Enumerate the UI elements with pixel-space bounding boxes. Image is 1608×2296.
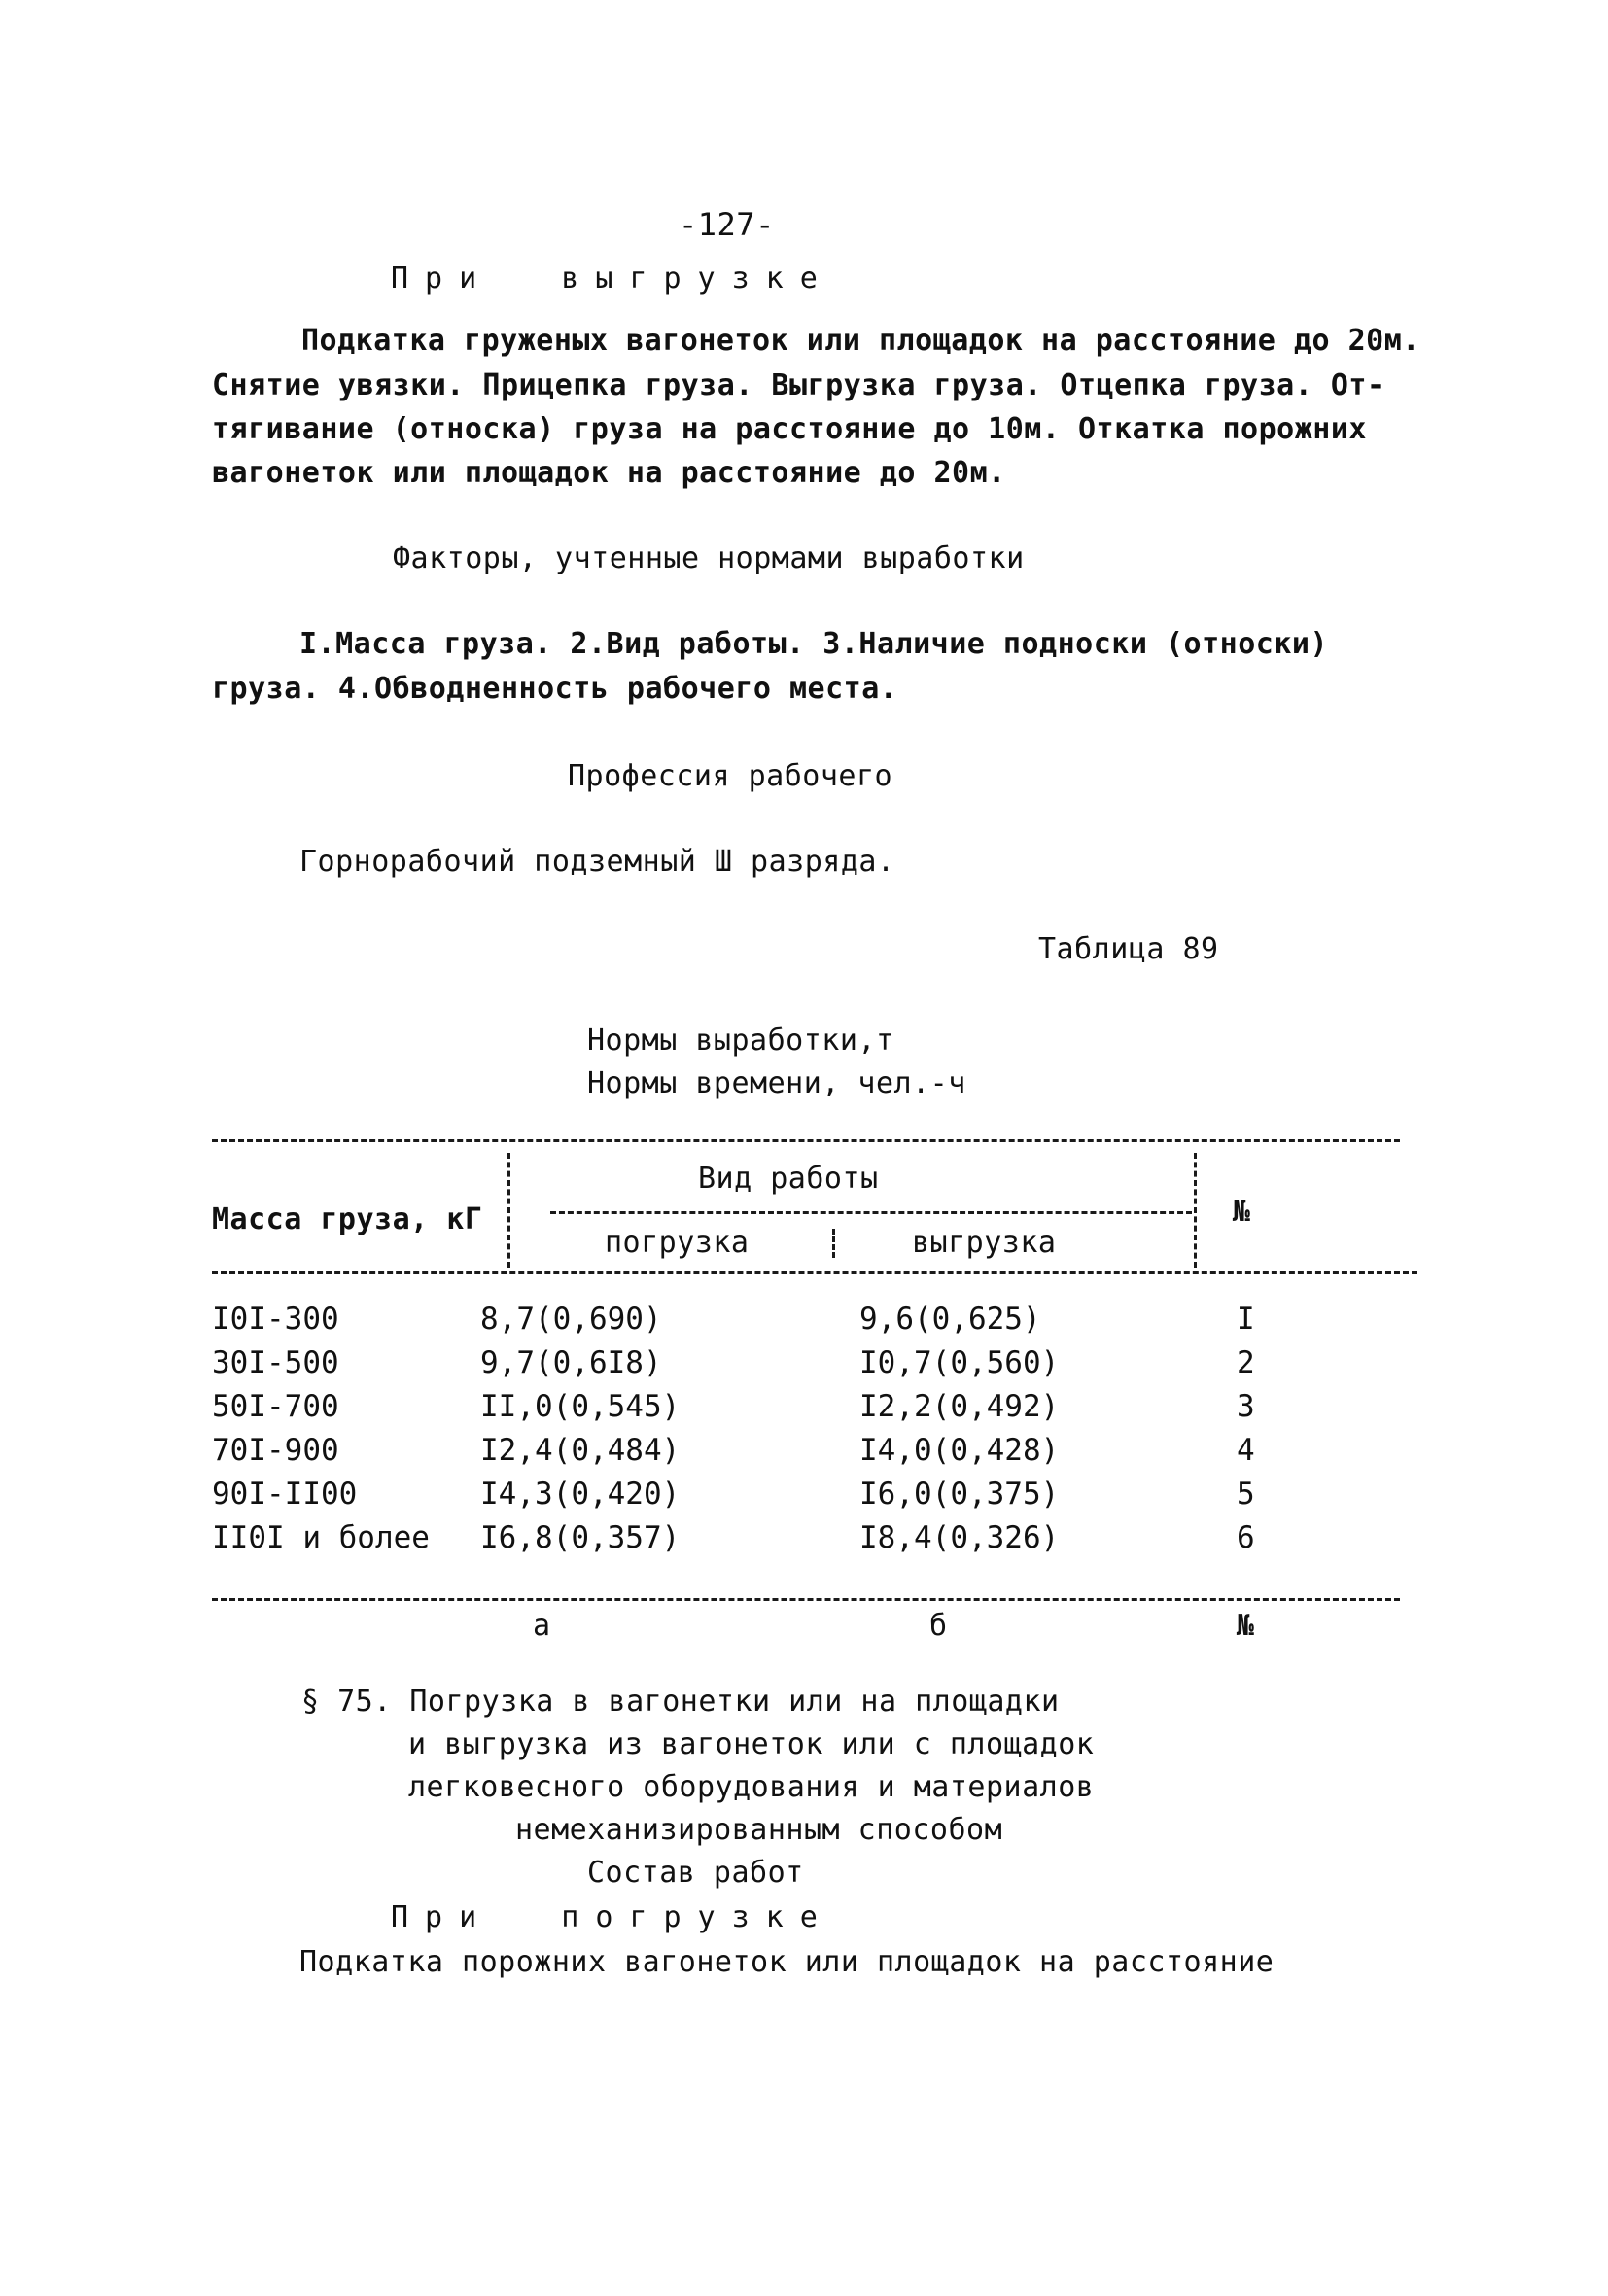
row-mass: 90I-II00 — [212, 1477, 358, 1512]
row-unload: I2,2(0,492) — [859, 1389, 1060, 1424]
row-load: I4,3(0,420) — [480, 1477, 681, 1512]
row-no: 5 — [1237, 1477, 1255, 1512]
row-mass: II0I и более — [212, 1520, 430, 1555]
header-loading: погрузка — [605, 1226, 750, 1260]
row-load: I2,4(0,484) — [480, 1433, 681, 1468]
factors-line-1: I.Масса груза. 2.Вид работы. 3.Наличие подноски (относки) — [299, 627, 1329, 661]
section75-line-2: и выгрузка из вагонеток или с площадок — [408, 1727, 1095, 1761]
section75-loading-heading: При погрузке — [391, 1900, 834, 1934]
row-load: 9,7(0,6I8) — [480, 1345, 662, 1380]
profession-heading: Профессия рабочего — [568, 759, 893, 793]
unloading-line-4: вагонеток или площадок на расстояние до 20м. — [212, 456, 1006, 490]
table-top-rule — [212, 1139, 1400, 1142]
row-unload: I8,4(0,326) — [859, 1520, 1060, 1555]
row-load: II,0(0,545) — [480, 1389, 681, 1424]
section75-composition: Состав работ — [587, 1856, 804, 1890]
norms-time-label: Нормы времени, чел.-ч — [587, 1066, 966, 1100]
row-unload: I4,0(0,428) — [859, 1433, 1060, 1468]
header-bottom-rule — [212, 1271, 1417, 1274]
row-no: 3 — [1237, 1389, 1255, 1424]
section75-line-3: легковесного оборудования и материалов — [408, 1770, 1095, 1804]
header-divider-mid — [832, 1229, 835, 1258]
header-divider-right — [1194, 1153, 1197, 1268]
table-bottom-rule — [212, 1598, 1400, 1601]
unloading-line-2: Снятие увязки. Прицепка груза. Выгрузка груза. Отцепка груза. От- — [212, 368, 1385, 402]
unloading-line-1: Подкатка груженых вагонеток или площадок на расстояние до 20м. — [301, 324, 1420, 358]
row-no: 4 — [1237, 1433, 1255, 1468]
header-mass: Масса груза, кГ — [212, 1202, 483, 1236]
header-work-type: Вид работы — [698, 1162, 879, 1196]
table-caption: Таблица 89 — [1038, 932, 1219, 966]
section75-line-1: § 75. Погрузка в вагонетки или на площадки — [301, 1685, 1060, 1719]
row-mass: 50I-700 — [212, 1389, 339, 1424]
factors-line-2: груза. 4.Обводненность рабочего места. — [212, 672, 898, 706]
header-divider-left — [507, 1153, 510, 1268]
factors-heading: Факторы, учтенные нормами выработки — [393, 541, 1025, 575]
row-mass: 30I-500 — [212, 1345, 339, 1380]
unloading-heading: При выгрузке — [391, 261, 834, 296]
footer-b: б — [929, 1609, 948, 1643]
footer-a: а — [533, 1609, 551, 1643]
row-mass: 70I-900 — [212, 1433, 339, 1468]
row-unload: I0,7(0,560) — [859, 1345, 1060, 1380]
header-no: № — [1233, 1195, 1251, 1229]
row-load: I6,8(0,357) — [480, 1520, 681, 1555]
row-unload: 9,6(0,625) — [859, 1302, 1041, 1337]
norms-output-label: Нормы выработки,т — [587, 1024, 894, 1058]
row-no: I — [1237, 1302, 1255, 1337]
unloading-line-3: тягивание (относка) груза на расстояние до 10м. Откатка порожних — [212, 412, 1367, 446]
header-unloading: выгрузка — [912, 1226, 1057, 1260]
row-no: 6 — [1237, 1520, 1255, 1555]
section75-loading-text: Подкатка порожних вагонеток или площадок на расстояние — [299, 1945, 1275, 1979]
row-no: 2 — [1237, 1345, 1255, 1380]
row-load: 8,7(0,690) — [480, 1302, 662, 1337]
page-number: -127- — [679, 206, 775, 243]
footer-no: № — [1237, 1609, 1255, 1643]
profession-text: Горнорабочий подземный Ш разряда. — [299, 845, 895, 879]
row-mass: I0I-300 — [212, 1302, 339, 1337]
header-subrule — [550, 1211, 1192, 1214]
row-unload: I6,0(0,375) — [859, 1477, 1060, 1512]
section75-line-4: немеханизированным способом — [515, 1813, 1003, 1847]
